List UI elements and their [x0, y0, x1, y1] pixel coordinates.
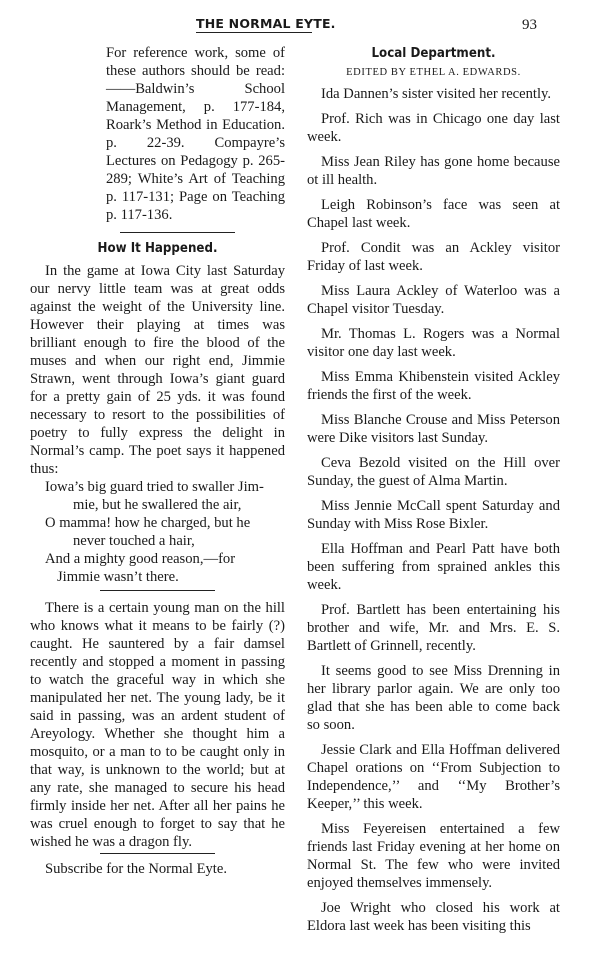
- poem-line: Jimmie wasn’t there.: [57, 569, 179, 585]
- news-item: Miss Feyereisen entertained a few friends last Friday evening at her home on Normal St. The few who were invited enjoyed themselves immensely.: [307, 821, 560, 891]
- news-item: Ceva Bezold visited on the Hill over Sunday, the guest of Alma Martin.: [307, 455, 560, 489]
- divider: [100, 853, 215, 854]
- news-item: Miss Emma Khibenstein visited Ackley friends the first of the week.: [307, 369, 560, 403]
- story-paragraph: In the game at Iowa City last Saturday our nervy little team was at great odds against the weight of the University line. However their playing at times was brilliant enough to fire the blood of the muses and when our right end, Jimmie Strawn, went through Iowa’s giant guard for a pretty gain of 25 yds. it was found necessary to resort to the possibilities of poetry to fully express the delight in Normal’s camp. The poet says it happened thus:: [30, 263, 285, 477]
- poem-line: Iowa’s big guard tried to swaller Jim-: [45, 479, 264, 495]
- news-item: Ella Hoffman and Pearl Patt have both been suffering from sprained ankles this week.: [307, 541, 560, 593]
- news-item: Prof. Rich was in Chicago one day last week.: [307, 111, 560, 145]
- news-item: Miss Jean Riley has gone home because ot ill health.: [307, 154, 560, 188]
- news-item: Jessie Clark and Ella Hoffman delivered Chapel orations on ‘‘From Subjection to Independence,’’ and ‘‘My Brother’s Keeper,’’ this week.: [307, 742, 560, 812]
- poem-line: never touched a hair,: [73, 533, 195, 549]
- news-item: Miss Blanche Crouse and Miss Peterson were Dike visitors last Sunday.: [307, 412, 560, 446]
- poem-line: And a mighty good reason,—for: [45, 551, 236, 567]
- news-item: It seems good to see Miss Drenning in her library parlor again. We are only too glad that she has been able to come back so soon.: [307, 663, 560, 733]
- masthead: THE NORMAL EYTE.: [196, 16, 336, 31]
- divider: [120, 232, 235, 233]
- page-number: 93: [522, 17, 537, 33]
- poem-line: mie, but he swallered the air,: [73, 497, 242, 513]
- news-item: Prof. Bartlett has been entertaining his brother and wife, Mr. and Mrs. E. S. Bartlett of Grinnell, recently.: [307, 602, 560, 654]
- news-item: Miss Jennie McCall spent Saturday and Sunday with Miss Rose Bixler.: [307, 498, 560, 532]
- poem: [30, 478, 285, 586]
- news-item: Miss Laura Ackley of Waterloo was a Chapel visitor Tuesday.: [307, 283, 560, 317]
- news-item: Leigh Robinson’s face was seen at Chapel last week.: [307, 197, 560, 231]
- news-item: Ida Dannen’s sister visited her recently.: [321, 86, 552, 102]
- anecdote-paragraph: There is a certain young man on the hill who knows what it means to be fairly (?) caught. He sauntered by a fair damsel recently and stopped a moment in passing to watch the graceful way in which she manipulated her net. The young lady, be it said in passing, was an ardent student of Areyology. Whether she thought him a mosquito, or a man to to be caught only in that way, is unknown to the world; but at any rate, she managed to secure his head firmly inside her net. After all her pains he was cruel enough to forget to say that he wished he was a dragon fly.: [30, 600, 285, 850]
- byline: EDITED BY ETHEL A. EDWARDS.: [346, 67, 521, 78]
- poem-line: O mamma! how he charged, but he: [45, 515, 251, 531]
- news-item: Mr. Thomas L. Rogers was a Normal visitor one day last week.: [307, 326, 560, 360]
- reference-text: For reference work, some of these authors should be read:——Baldwin’s School Management, p. 177-184, Roark’s Method in Education. p. 22-39. Compayre’s Lectures on Pedagogy p. 265-289; White’s Art of Teaching p. 117-131; Page on Teaching p. 117-136.: [106, 45, 285, 223]
- left-column: [30, 44, 285, 878]
- section-title: How It Happened.: [97, 240, 218, 256]
- page-header: [0, 0, 608, 33]
- news-item: Joe Wright who closed his work at Eldora last week has been visiting this: [307, 900, 560, 934]
- right-column: [307, 44, 560, 942]
- divider: [100, 590, 215, 591]
- news-item: Prof. Condit was an Ackley visitor Friday of last week.: [307, 240, 560, 274]
- subscribe-notice: Subscribe for the Normal Eyte.: [45, 861, 227, 877]
- section-title: Local Department.: [371, 45, 496, 61]
- reference-note: [106, 44, 285, 224]
